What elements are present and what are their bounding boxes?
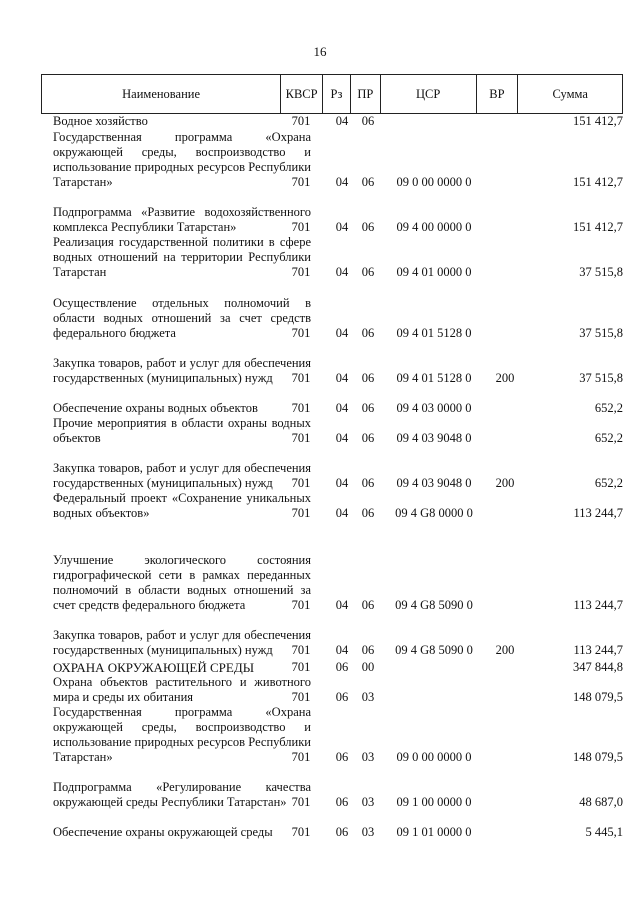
row-pr: 06 [361, 643, 375, 657]
table-row [41, 675, 623, 705]
row-rz: 04 [335, 220, 349, 234]
row-kvsr: 701 [291, 114, 311, 128]
row-kvsr: 701 [291, 431, 311, 445]
row-rz: 06 [335, 750, 349, 764]
row-kvsr: 701 [291, 265, 311, 279]
row-csr: 09 0 00 0000 0 [396, 750, 472, 764]
row-vr: 200 [495, 476, 515, 490]
row-csr: 09 1 01 0000 0 [396, 825, 472, 839]
row-pr: 06 [361, 431, 375, 445]
row-pr: 06 [361, 476, 375, 490]
table-row [41, 280, 623, 341]
row-sum: 37 515,8 [579, 326, 623, 340]
row-pr: 06 [361, 326, 375, 340]
row-name: Охрана объектов растительного и животного мира и среды их обитания [53, 675, 311, 704]
row-csr: 09 4 03 9048 0 [396, 476, 472, 490]
row-sum: 652,2 [594, 431, 623, 445]
row-rz: 04 [335, 431, 349, 445]
row-kvsr: 701 [291, 476, 311, 490]
row-pr: 00 [361, 660, 375, 674]
table-row [41, 341, 623, 386]
row-name: Осуществление отдельных полномочий в области водных отношений за счет средств федерального бюджета [53, 296, 311, 340]
row-sum: 48 687,0 [579, 795, 623, 809]
row-kvsr: 701 [291, 795, 311, 809]
row-rz: 04 [335, 643, 349, 657]
header-pr: ПР [351, 75, 381, 113]
table-row [41, 613, 623, 658]
header-csr: ЦСР [381, 75, 477, 113]
row-rz: 04 [335, 371, 349, 385]
row-kvsr: 701 [291, 401, 311, 415]
table-row [41, 705, 623, 765]
row-kvsr: 701 [291, 825, 311, 839]
header-name: Наименование [42, 75, 281, 113]
row-rz: 04 [335, 476, 349, 490]
row-kvsr: 701 [291, 750, 311, 764]
row-kvsr: 701 [291, 643, 311, 657]
row-pr: 06 [361, 401, 375, 415]
table-row [41, 810, 623, 840]
row-rz: 04 [335, 401, 349, 415]
row-name: Подпрограмма «Регулирование качества окружающей среды Республики Татарстан» [53, 780, 311, 809]
row-rz: 04 [335, 175, 349, 189]
table-row [41, 446, 623, 491]
row-pr: 03 [361, 825, 375, 839]
row-pr: 06 [361, 175, 375, 189]
row-name: Федеральный проект «Сохранение уникальных водных объектов» [53, 491, 311, 520]
row-csr: 09 4 G8 0000 0 [395, 506, 473, 520]
row-csr: 09 0 00 0000 0 [396, 175, 472, 189]
row-kvsr: 701 [291, 598, 311, 612]
row-sum: 37 515,8 [579, 371, 623, 385]
table-row [41, 416, 623, 446]
row-rz: 06 [335, 660, 349, 674]
row-pr: 06 [361, 598, 375, 612]
row-vr: 200 [495, 643, 515, 657]
table-row [41, 190, 623, 235]
row-name: Реализация государственной политики в сфере водных отношений на территории Республики Татарстан [53, 235, 311, 279]
table-row [41, 491, 623, 521]
header-kvsr: КВСР [281, 75, 323, 113]
table-row [41, 114, 623, 129]
table-row [41, 235, 623, 280]
row-pr: 03 [361, 795, 375, 809]
row-csr: 09 4 G8 5090 0 [395, 643, 473, 657]
row-csr: 09 4 03 9048 0 [396, 431, 472, 445]
row-name: ОХРАНА ОКРУЖАЮЩЕЙ СРЕДЫ [53, 660, 255, 675]
row-csr: 09 4 01 5128 0 [396, 371, 472, 385]
header-rz: Рз [323, 75, 351, 113]
row-name: Закупка товаров, работ и услуг для обеспечения государственных (муниципальных) нужд [53, 461, 311, 490]
row-name: Государственная программа «Охрана окружающей среды, воспроизводство и использование природных ресурсов Республики Татарстан» [53, 130, 311, 189]
row-kvsr: 701 [291, 220, 311, 234]
row-name: Закупка товаров, работ и услуг для обеспечения государственных (муниципальных) нужд [53, 356, 311, 385]
row-sum: 652,2 [594, 476, 623, 490]
header-sum: Сумма [552, 86, 588, 101]
row-vr: 200 [495, 371, 515, 385]
row-pr: 06 [361, 371, 375, 385]
row-csr: 09 4 00 0000 0 [396, 220, 472, 234]
row-sum: 113 244,7 [573, 598, 623, 612]
row-rz: 04 [335, 598, 349, 612]
header-vr: ВР [477, 75, 519, 113]
page-number: 16 [313, 44, 327, 59]
row-name: Обеспечение охраны окружающей среды [53, 825, 273, 839]
row-csr: 09 4 01 0000 0 [396, 265, 472, 279]
row-sum: 148 079,5 [573, 750, 623, 764]
row-rz: 04 [335, 326, 349, 340]
table-row [41, 386, 623, 416]
table-row [41, 129, 623, 190]
row-pr: 06 [361, 506, 375, 520]
row-kvsr: 701 [291, 371, 311, 385]
row-csr: 09 1 00 0000 0 [396, 795, 472, 809]
row-pr: 03 [361, 690, 375, 704]
row-sum: 113 244,7 [573, 506, 623, 520]
row-sum: 652,2 [594, 401, 623, 415]
row-pr: 03 [361, 750, 375, 764]
row-sum: 151 412,7 [573, 220, 623, 234]
row-kvsr: 701 [291, 690, 311, 704]
row-name: Государственная программа «Охрана окружающей среды, воспроизводство и использование природных ресурсов Республики Татарстан» [53, 705, 311, 764]
row-name: Подпрограмма «Развитие водохозяйственного комплекса Республики Татарстан» [53, 205, 311, 234]
row-sum: 151 412,7 [573, 175, 623, 189]
row-sum: 37 515,8 [579, 265, 623, 279]
row-sum: 151 412,7 [573, 114, 623, 128]
row-sum: 113 244,7 [573, 643, 623, 657]
row-kvsr: 701 [291, 660, 311, 674]
row-rz: 06 [335, 690, 349, 704]
row-kvsr: 701 [291, 175, 311, 189]
table-row [41, 521, 623, 613]
row-rz: 04 [335, 265, 349, 279]
row-name: Прочие мероприятия в области охраны водных объектов [53, 416, 311, 445]
row-rz: 06 [335, 795, 349, 809]
row-csr: 09 4 01 5128 0 [396, 326, 472, 340]
row-sum: 347 844,8 [573, 660, 623, 674]
row-csr: 09 4 G8 5090 0 [395, 598, 473, 612]
row-name: Улучшение экологического состояния гидрографической сети в рамках переданных полномочий в области водных отношений за счет средств федерального бюджета [53, 553, 311, 612]
row-pr: 06 [361, 265, 375, 279]
table-row [41, 765, 623, 810]
row-pr: 06 [361, 114, 375, 128]
row-csr: 09 4 03 0000 0 [396, 401, 472, 415]
row-sum: 5 445,1 [585, 825, 623, 839]
row-rz: 04 [335, 506, 349, 520]
table-header [41, 74, 623, 114]
row-name: Водное хозяйство [53, 114, 148, 128]
row-sum: 148 079,5 [573, 690, 623, 704]
row-name: Закупка товаров, работ и услуг для обеспечения государственных (муниципальных) нужд [53, 628, 311, 657]
row-kvsr: 701 [291, 326, 311, 340]
row-kvsr: 701 [291, 506, 311, 520]
table-row [41, 658, 623, 675]
row-rz: 04 [335, 114, 349, 128]
row-name: Обеспечение охраны водных объектов [53, 401, 258, 415]
row-pr: 06 [361, 220, 375, 234]
row-rz: 06 [335, 825, 349, 839]
